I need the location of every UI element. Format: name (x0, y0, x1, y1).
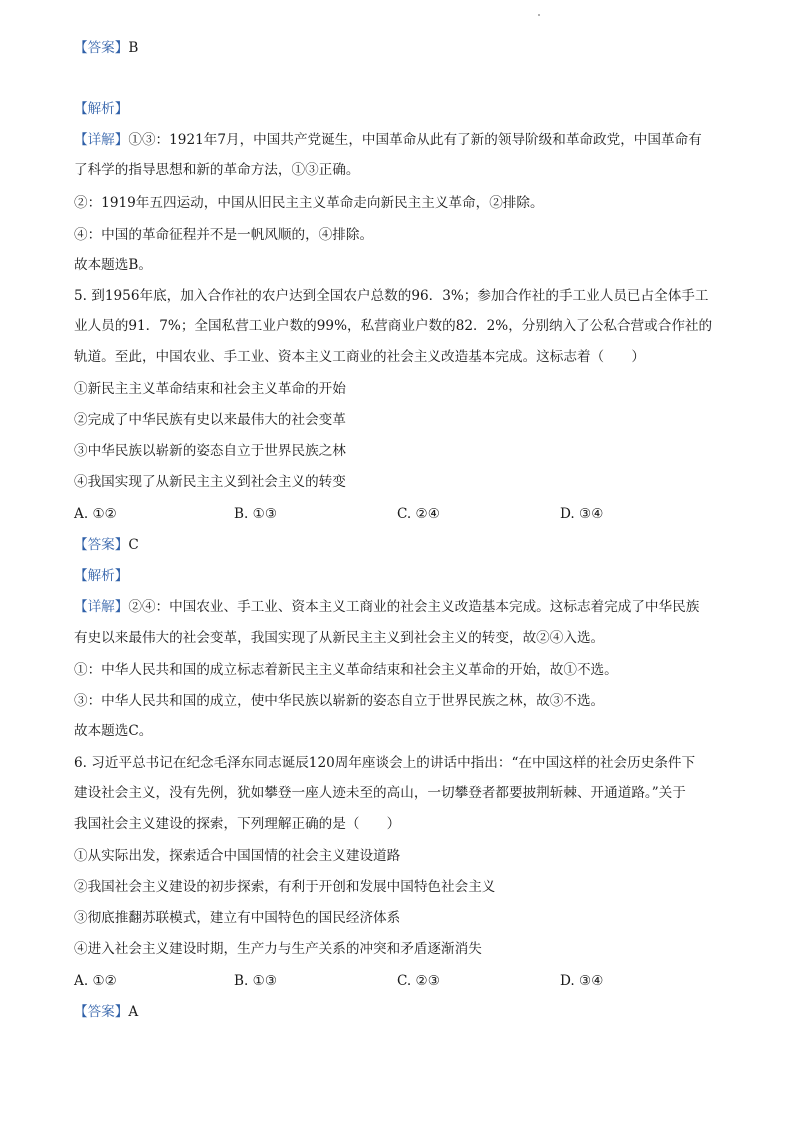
q4-detail-line-4: ④：中国的革命征程并不是一帆风顺的，④排除。 (74, 227, 374, 243)
q5-choice-d: D. ③④ (560, 506, 604, 522)
q5-choice-b: B. ①③ (234, 506, 278, 522)
page-mark (538, 14, 540, 16)
q5-analysis-tag: 【解析】 (74, 568, 129, 584)
q5-answer-line: 【答案】C (74, 537, 139, 553)
q5-choice-a: A. ①② (74, 506, 117, 522)
q5-stem-line-1: 5. 到1956年底，加入合作社的农户达到全国农户总数的96．3%；参加合作社的手工业人员已占全体手工 (74, 288, 709, 304)
q5-detail-line-4: ③：中华人民共和国的成立，使中华民族以崭新的姿态自立于世界民族之林，故③不选。 (74, 693, 605, 709)
q6-choice-b: B. ①③ (234, 973, 278, 989)
q5-detail-line-2: 有史以来最伟大的社会变革，我国实现了从新民主主义到社会主义的转变，故②④入选。 (74, 630, 605, 646)
q5-option-2: ②完成了中华民族有史以来最伟大的社会变革 (74, 412, 346, 428)
detail-tag: 【详解】 (74, 132, 129, 148)
q5-option-4: ④我国实现了从新民主主义到社会主义的转变 (74, 474, 346, 490)
q6-answer-line: 【答案】A (74, 1004, 139, 1020)
q4-detail-line-1: 【详解】①③：1921年7月，中国共产党诞生，中国革命从此有了新的领导阶级和革命政党，中国革命有 (74, 132, 702, 148)
q6-option-2: ②我国社会主义建设的初步探索，有利于开创和发展中国特色社会主义 (74, 879, 496, 895)
q4-analysis-tag: 【解析】 (74, 101, 129, 117)
q6-option-4: ④进入社会主义建设时期，生产力与生产关系的冲突和矛盾逐渐消失 (74, 941, 482, 957)
q5-conclusion: 故本题选C。 (74, 723, 153, 739)
q5-choice-c: C. ②④ (397, 506, 440, 522)
q6-stem-line-3: 我国社会主义建设的探索，下列理解正确的是（ ） (74, 816, 401, 832)
q6-option-1: ①从实际出发，探索适合中国国情的社会主义建设道路 (74, 848, 401, 864)
q6-choice-d: D. ③④ (560, 973, 604, 989)
q5-option-3: ③中华民族以崭新的姿态自立于世界民族之林 (74, 443, 346, 459)
q6-stem-line-1: 6. 习近平总书记在纪念毛泽东同志诞辰120周年座谈会上的讲话中指出：“在中国这样的社会历史条件下 (74, 755, 696, 771)
q5-detail-line-1: 【详解】②④：中国农业、手工业、资本主义工商业的社会主义改造基本完成。这标志着完成了中华民族 (74, 599, 700, 615)
q5-stem-line-3: 轨道。至此，中国农业、手工业、资本主义工商业的社会主义改造基本完成。这标志着（ ） (74, 349, 645, 365)
q4-conclusion: 故本题选B。 (74, 257, 152, 273)
q4-detail-line-3: ②：1919年五四运动，中国从旧民主主义革命走向新民主主义革命，②排除。 (74, 195, 544, 211)
q4-answer-line (74, 38, 734, 58)
q5-answer: C (128, 537, 139, 553)
q6-stem-line-2: 建设社会主义，没有先例，犹如攀登一座人迹未至的高山，一切攀登者都要披荆斩棘、开通道路。”关于 (74, 785, 686, 801)
q6-answer: A (128, 1004, 139, 1020)
q5-option-1: ①新民主主义革命结束和社会主义革命的开始 (74, 381, 346, 397)
answer-tag: 【答案】 (74, 40, 129, 56)
q5-stem-line-2: 业人员的91．7%；全国私营工业户数的99%，私营商业户数的82．2%，分别纳入了公私合营或合作社的 (74, 318, 713, 334)
q4-answer: B (128, 40, 139, 56)
q5-detail-line-3: ①：中华人民共和国的成立标志着新民主主义革命结束和社会主义革命的开始，故①不选。 (74, 662, 618, 678)
q6-option-3: ③彻底推翻苏联模式，建立有中国特色的国民经济体系 (74, 910, 401, 926)
q4-detail-line-2: 了科学的指导思想和新的革命方法，①③正确。 (74, 162, 360, 178)
q6-choice-c: C. ②③ (397, 973, 440, 989)
q6-choice-a: A. ①② (74, 973, 117, 989)
